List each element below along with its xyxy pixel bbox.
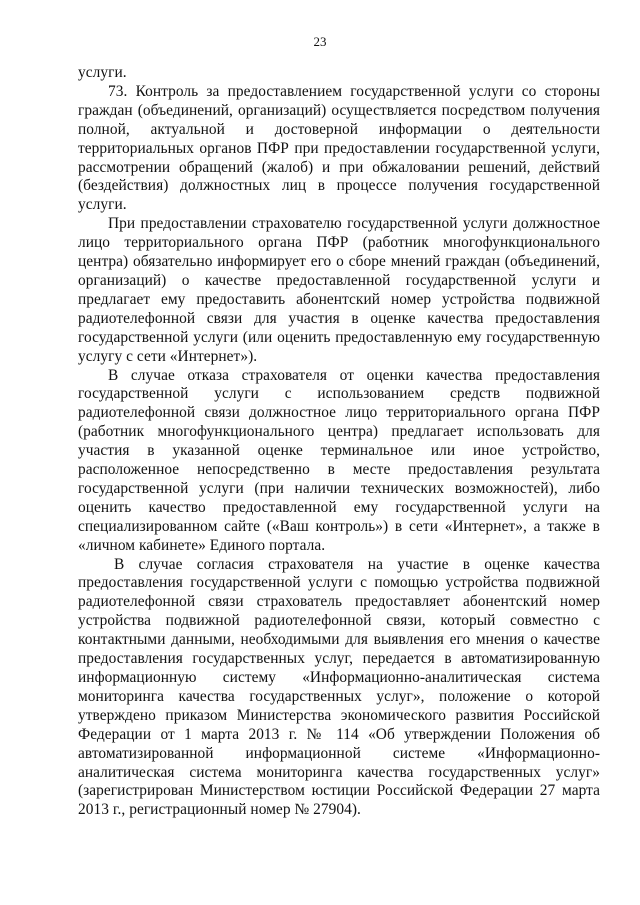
paragraph-73-control: 73. Контроль за предоставлением государственной услуги со стороны граждан (объединений, организаций) осуществляется посредством получения полной, актуальной и достоверной информации о деятельности территориальных органов ПФР при предоставлении государственной услуги, рассмотрении обращений (жалоб) и при обжаловании решений, действий (бездействия) должностных лиц в процессе получения государственной услуги.	[78, 82, 600, 214]
paragraph-consent-case: В случае согласия страхователя на участие в оценке качества предоставления государственной услуги с помощью устройства подвижной радиотелефонной связи страхователь предоставляет абонентский номер устройства подвижной радиотелефонной связи, который совместно с контактными данными, необходимыми для выявления его мнения о качестве предоставления государственных услуг, передается в автоматизированную информационную систему «Информационно-аналитическая система мониторинга качества государственных услуг», положение о которой утверждено приказом Министерства экономического развития Российской Федерации от 1 марта 2013 г. № 114 «Об утверждении Положения об автоматизированной информационной системе «Информационно-аналитическая система мониторинга качества государственных услуг» (зарегистрирован Министерством юстиции Российской Федерации 27 марта 2013 г., регистрационный номер № 27904).	[78, 555, 600, 819]
paragraph-feedback-collection: При предоставлении страхователю государственной услуги должностное лицо территориального органа ПФР (работник многофункционального центра) обязательно информирует его о сборе мнений граждан (объединений, организаций) о качестве предоставленной государственной услуги и предлагает ему предоставить абонентский номер устройства подвижной радиотелефонной связи для участия в оценке качества предоставления государственной услуги (или оценить предоставленную ему государственную услугу с сети «Интернет»).	[78, 215, 600, 365]
paragraph-refusal-case: В случае отказа страхователя от оценки качества предоставления государственной услуги с использованием средств подвижной радиотелефонной связи должностное лицо территориального органа ПФР (работник многофункционального центра) предлагает использовать для участия в указанной оценке терминальное или иное устройство, расположенное непосредственно в месте предоставления результата государственной услуги (при наличии технических возможностей), либо оценить качество предоставленной ему государственной услуги на специализированном сайте («Ваш контроль») в сети «Интернет», а также в «личном кабинете» Единого портала.	[78, 366, 600, 554]
paragraph-continuation: услуги.	[78, 64, 127, 81]
document-body	[78, 64, 600, 820]
page-number: 23	[313, 34, 327, 49]
